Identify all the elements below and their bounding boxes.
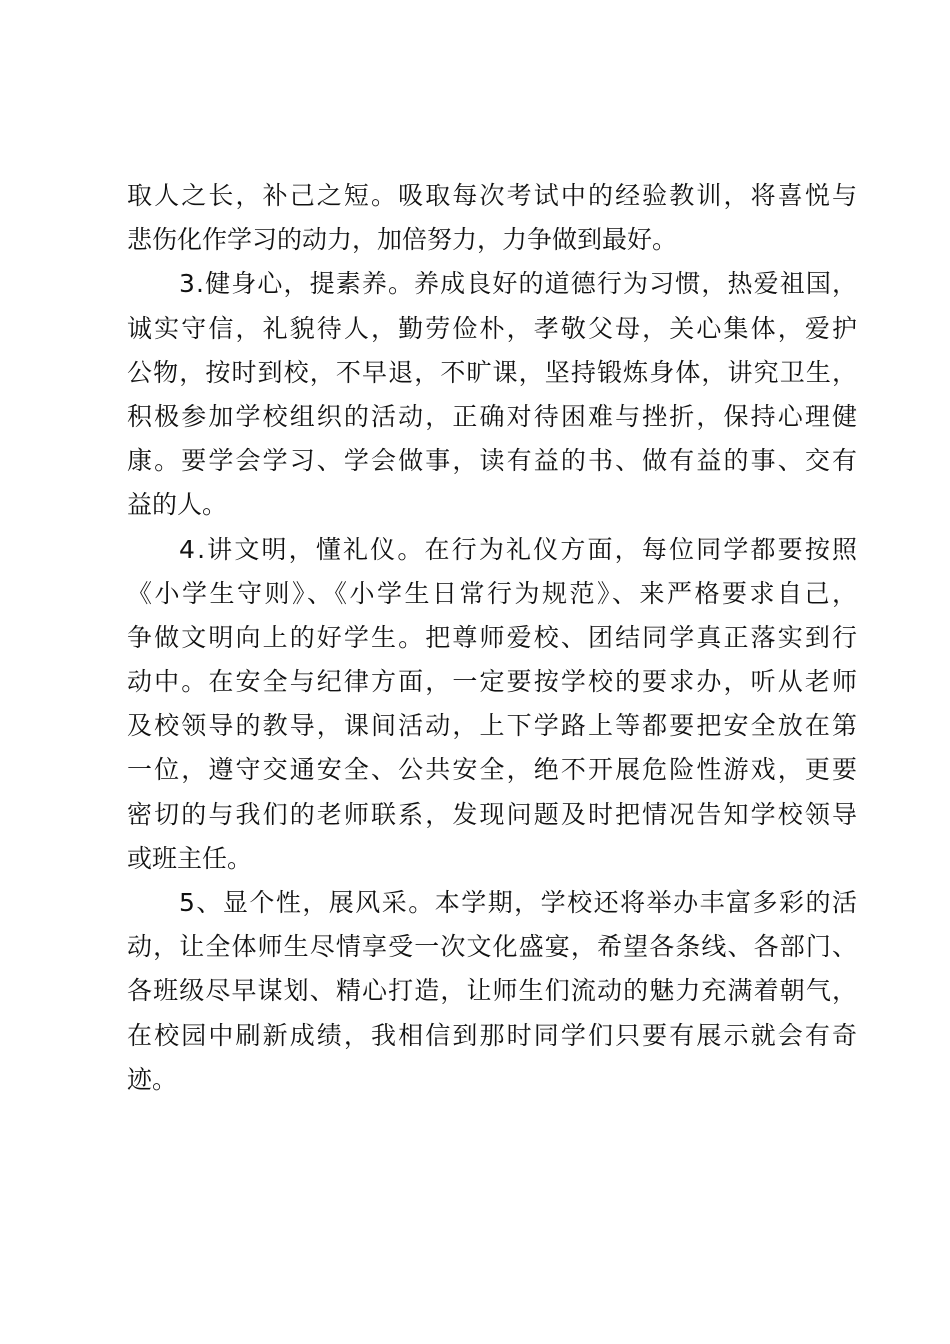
paragraph-5-start: 5、显个性，展风采。本学期，学校还将举办丰富多彩的活 (179, 888, 859, 917)
text-line: 争做文明向上的好学生。把尊师爱校、团结同学真正落实到行 (127, 622, 860, 652)
text-line: 公物，按时到校，不早退，不旷课，坚持锻炼身体，讲究卫生， (127, 357, 859, 387)
text-line: 及校领导的教导，课间活动，上下学路上等都要把安全放在第 (127, 711, 860, 741)
paragraph-3-start: 3.健身心，提素养。养成良好的道德行为习惯，热爱祖国， (179, 269, 859, 299)
document-body (127, 174, 860, 1102)
text-line: 诚实守信，礼貌待人，勤劳俭朴，孝敬父母，关心集体，爱护 (127, 313, 860, 343)
text-line: 迹。 (127, 1064, 178, 1094)
text-line: 密切的与我们的老师联系，发现问题及时把情况告知学校领导 (127, 799, 860, 829)
text-line: 在校园中刷新成绩，我相信到那时同学们只要有展示就会有奇 (127, 1020, 860, 1050)
text-line: 悲伤化作学习的动力，加倍努力，力争做到最好。 (127, 225, 678, 255)
text-line: 积极参加学校组织的活动，正确对待困难与挫折，保持心理健 (127, 401, 860, 431)
text-line: 动，让全体师生尽情享受一次文化盛宴，希望各条线、各部门、 (127, 932, 859, 962)
text-line: 益的人。 (127, 490, 228, 520)
text-line: 康。要学会学习、学会做事，读有益的书、做有益的事、交有 (127, 446, 860, 476)
text-line: 或班主任。 (127, 843, 253, 873)
text-line: 动中。在安全与纪律方面，一定要按学校的要求办，听从老师 (127, 667, 860, 697)
text-line: 各班级尽早谋划、精心打造，让师生们流动的魅力充满着朝气， (127, 976, 859, 1006)
text-line: 《小学生守则》、《小学生日常行为规范》、来严格要求自己， (127, 578, 860, 608)
paragraph-4-start: 4.讲文明，懂礼仪。在行为礼仪方面，每位同学都要按照 (179, 534, 860, 564)
text-line: 取人之长，补己之短。吸取每次考试中的经验教训，将喜悦与 (127, 181, 860, 210)
text-line: 一位，遵守交通安全、公共安全，绝不开展危险性游戏，更要 (127, 755, 860, 785)
